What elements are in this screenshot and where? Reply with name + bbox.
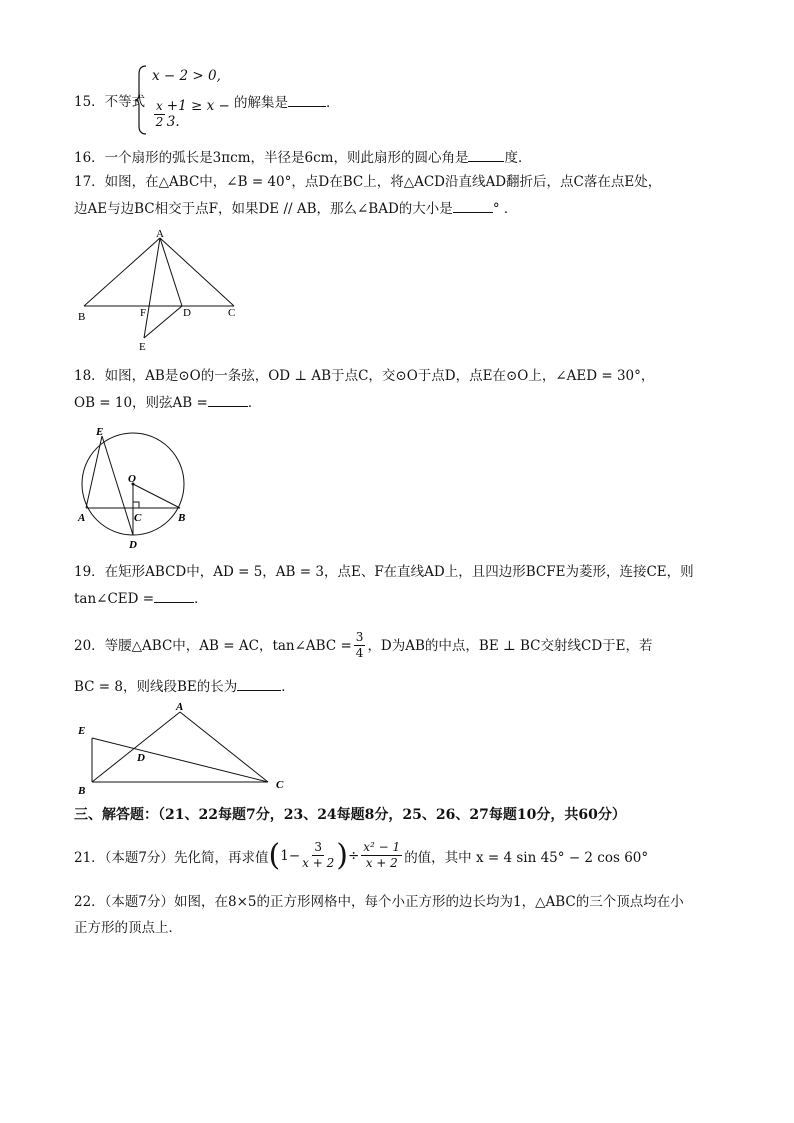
label-F: F [140,307,147,319]
q20-line2: BC = 8，则线段BE的长为 ． [74,676,295,697]
q20-figure [72,700,292,800]
label-C: C [228,307,236,319]
q16: 16．一个扇形的弧长是3πcm，半径是6cm，则此扇形的圆心角是 度． [74,147,531,168]
q18-line1: 18．如图，AB是⊙O的一条弦，OD ⊥ AB于点C，交⊙O于点D，点E在⊙O上，∠AED = 30°， [74,368,655,384]
q22-line2: 正方形的顶点上． [74,920,182,936]
q20-line1: 20．等腰△ABC中，AB = AC，tan∠ABC = $\frac{3}{4}$ ，D为AB的中点，BE ⊥ BC交射线CD于E，若 [74,630,653,660]
label-B: B [178,512,186,524]
answer-blank[interactable] [208,392,248,407]
label-A: A [176,701,184,713]
q22-line1: 22．（本题7分）如图，在8×5的正方形网格中，每个小正方形的边长均为1，△ABC的三个顶点均在小 [74,894,684,910]
label-D: D [129,539,137,551]
label-A: A [78,512,86,524]
label-B: B [78,311,86,323]
answer-blank[interactable] [154,588,194,603]
label-D: D [137,752,145,764]
q17-line1: 17．如图，在△ABC中，∠B = 40°，点D在BC上，将△ACD沿直线AD翻折后，点C落在点E处， [74,174,662,190]
q19-line1: 19．在矩形ABCD中，AD = 5，AB = 3，点E、F在直线AD上，且四边形BCFE为菱形，连接CE，则 [74,564,694,580]
label-C: C [276,779,284,791]
q15-eq2: $\frac{x}{2}$ +1 ≥ x − 3. [155,98,230,130]
q18-line2: OB = 10，则弦AB = ． [74,392,261,413]
section-title: 三、解答题：（21、22每题7分，23、24每题8分，25、26、27每题10分，共60分） [74,807,626,823]
label-D: D [183,307,191,319]
q19-line2: tan∠CED = ． [74,588,208,609]
answer-blank[interactable] [468,147,504,162]
label-E: E [96,426,104,438]
label-A: A [156,228,164,240]
label-O: O [128,473,136,485]
answer-blank[interactable] [453,198,493,213]
label-B: B [78,785,86,797]
label-C: C [134,512,142,524]
q15-inequality-system [134,64,244,136]
q15-suffix: 的解集是 ． [234,92,340,113]
answer-blank[interactable] [288,92,326,107]
q17-line2: 边AE与边BC相交于点F，如果DE // AB，那么∠BAD的大小是 ° ． [74,198,517,219]
q21: 21．（本题7分）先化简，再求值 ( 1− $\frac{3}{x + 2}$ ) ÷ $\frac{\text{x² − 1}}{x + 2}$ 的值，其中 x = 4 sin 45° − 2 cos 60° [74,837,649,873]
label-E: E [78,725,86,737]
label-E: E [139,341,146,353]
q18-figure [72,422,202,552]
q15-prefix: 15．不等式 [74,94,146,110]
q15-eq1: x − 2 > 0, [152,68,221,84]
left-brace-icon [134,64,148,136]
answer-blank[interactable] [237,676,281,691]
q17-figure [72,226,252,356]
